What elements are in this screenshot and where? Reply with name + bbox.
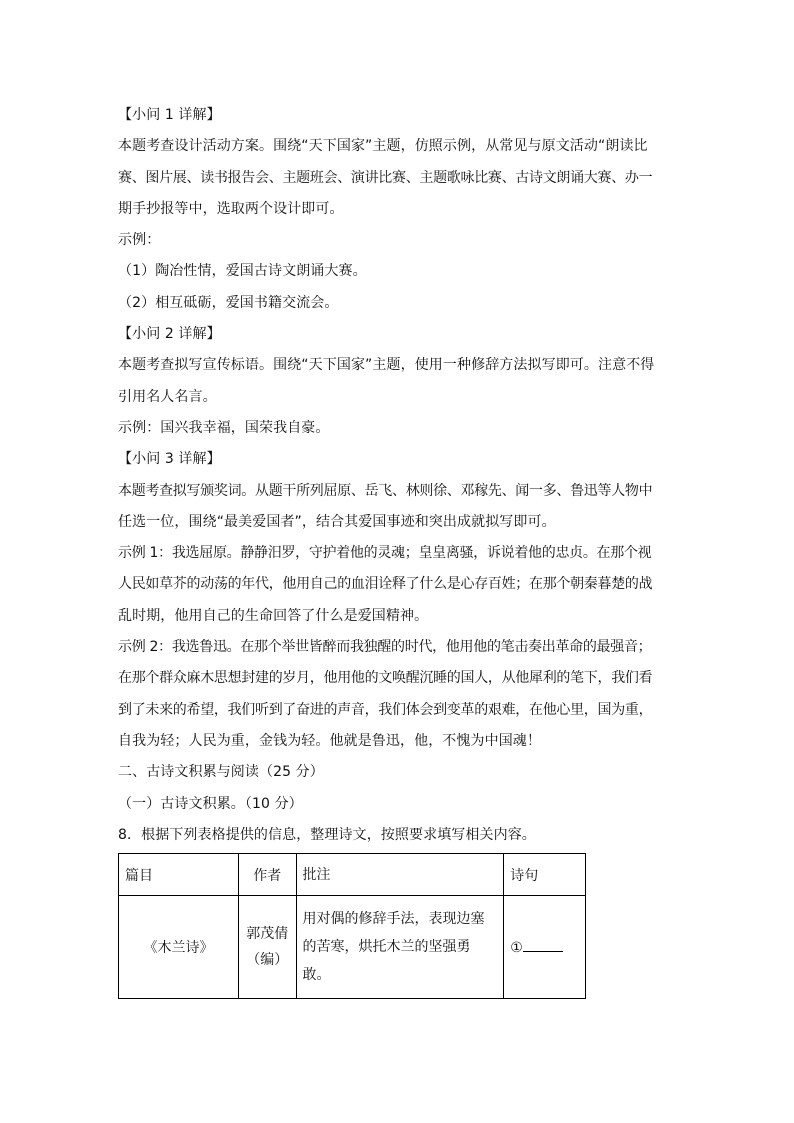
poem-info-table bbox=[118, 853, 586, 999]
table-header-author: 作者 bbox=[239, 854, 296, 896]
text-line: 示例 2：我选鲁迅。在那个举世皆醉而我独醒的时代，他用他的笔击奏出革命的最强音； bbox=[118, 639, 652, 656]
text-line: 示例：国兴我幸福，国荣我自豪。 bbox=[118, 419, 330, 436]
subpart-heading: （一）古诗文积累。（10 分） bbox=[118, 795, 303, 812]
table-row bbox=[119, 896, 586, 999]
section-heading: 【小问 1 详解】 bbox=[118, 107, 221, 123]
text-line: 在那个群众麻木思想封建的岁月，他用他的文唤醒沉睡的国人，从他犀利的笔下，我们看 bbox=[118, 670, 653, 687]
table-header-note: 批注 bbox=[296, 854, 504, 896]
section-heading: 【小问 3 详解】 bbox=[118, 451, 221, 468]
section-heading: 【小问 2 详解】 bbox=[118, 326, 221, 343]
text-line: 乱时期，他用自己的生命回答了什么是爱国精神。 bbox=[118, 607, 429, 624]
poem-verse-cell[interactable] bbox=[504, 896, 586, 999]
question-text: 8．根据下列表格提供的信息，整理诗文，按照要求填写相关内容。 bbox=[118, 826, 536, 843]
text-line: 期手抄报等中，选取两个设计即可。 bbox=[118, 200, 344, 217]
poem-title-cell: 《木兰诗》 bbox=[119, 896, 239, 999]
text-line: 本题考查设计活动方案。围绕“天下国家”主题，仿照示例，从常见与原文活动“朗读比 bbox=[118, 138, 648, 155]
text-line: （1）陶冶性情，爱国古诗文朗诵大赛。 bbox=[118, 263, 367, 280]
answer-blank[interactable] bbox=[523, 939, 563, 952]
text-line: 示例 1：我选屈原。静静汨罗，守护着他的灵魂；皇皇离骚，诉说着他的忠贞。在那个视 bbox=[118, 545, 652, 562]
text-line: 自我为轻；人民为重，金钱为轻。他就是鲁迅，他，不愧为中国魂！ bbox=[118, 732, 541, 749]
text-line: 赛、图片展、读书报告会、主题班会、演讲比赛、主题歌咏比赛、古诗文朗诵大赛、办一 bbox=[118, 169, 653, 186]
part-heading: 二、古诗文积累与阅读（25 分） bbox=[118, 764, 324, 781]
text-line: 任选一位，围绕“最美爱国者”，结合其爱国事迹和突出成就拟写即可。 bbox=[118, 513, 556, 530]
document-content bbox=[118, 100, 678, 999]
table-header-row bbox=[119, 854, 586, 896]
text-line: 示例： bbox=[118, 232, 161, 249]
text-line: 人民如草芥的动荡的年代，他用自己的血泪诠释了什么是心存百姓；在那个朝秦暮楚的战 bbox=[118, 576, 653, 593]
text-line: 引用名人名言。 bbox=[118, 388, 217, 405]
poem-author-cell bbox=[239, 896, 296, 999]
text-line: （2）相互砥砺，爱国书籍交流会。 bbox=[118, 294, 339, 311]
text-line: 到了未来的希望，我们听到了奋进的声音，我们体会到变革的艰难，在他心里，国为重， bbox=[118, 701, 653, 718]
table-header-title: 篇目 bbox=[119, 854, 239, 896]
poem-note-cell: 用对偶的修辞手法，表现边塞的苦寒，烘托木兰的坚强勇敢。 bbox=[296, 896, 504, 999]
text-line: 本题考查拟写颁奖词。从题干所列屈原、岳飞、林则徐、邓稼先、闻一多、鲁迅等人物中 bbox=[118, 482, 653, 499]
table-header-verse: 诗句 bbox=[504, 854, 586, 896]
text-line: 本题考查拟写宣传标语。围绕“天下国家”主题，使用一种修辞方法拟写即可。注意不得 bbox=[118, 357, 655, 374]
answer-marker: ① bbox=[510, 939, 523, 956]
author-name: 郭茂倩 bbox=[246, 926, 289, 943]
author-role: （编） bbox=[246, 952, 289, 969]
